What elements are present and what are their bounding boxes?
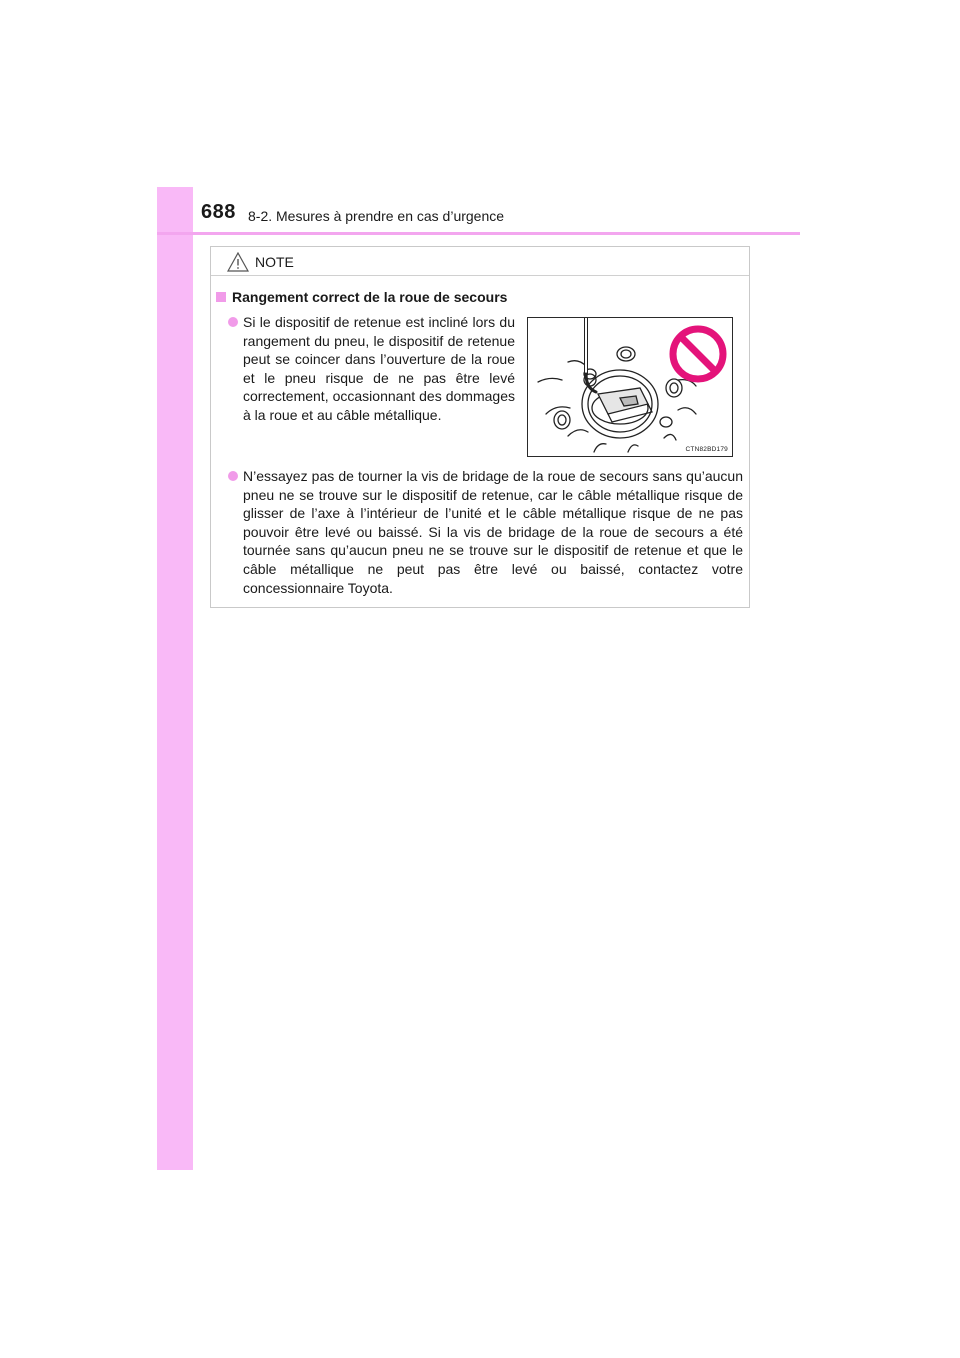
header-rule [157, 232, 800, 235]
warning-triangle-icon [227, 252, 249, 272]
spare-tire-illustration [527, 317, 733, 457]
round-bullet-icon [228, 317, 238, 327]
figure-code: CTN82BD179 [685, 446, 728, 453]
note-header [211, 247, 749, 276]
bullet-text-2: N’essayez pas de tourner la vis de bridage de la roue de secours sans qu’aucun pneu ne se trouve sur le dispositif de retenue, car le câble métallique risque de glisser de l’axe à l’intérieur de l’unité et le câble métallique risque de ne pas pouvoir être levé ou baissé. Si la vis de bridage de la roue de secours a été tournée sans qu’aucun pneu ne se trouve sur le dispositif de retenue et que le câble métallique ne peut pas être levé ou baissé, contactez votre concessionnaire Toyota. [243, 468, 743, 596]
page-number: 688 [201, 201, 236, 223]
subheading [216, 289, 507, 305]
section-title: 8-2. Mesures à prendre en cas d’urgence [248, 208, 505, 224]
round-bullet-icon [228, 471, 238, 481]
side-color-strip [157, 187, 193, 1170]
square-bullet-icon [216, 292, 226, 302]
note-box [210, 246, 750, 608]
bullet-text-1: Si le dispositif de retenue est incliné lors du rangement du pneu, le dispositif de retenue peut se coincer dans l’ouverture de la roue et le pneu risque de ne pas être levé correctement, occasionnant des dommages à la roue et au câble métallique. [243, 314, 515, 423]
prohibition-sign-icon [673, 329, 723, 379]
subheading-text: Rangement correct de la roue de secours [232, 289, 508, 305]
wheel-drawing [528, 318, 732, 456]
note-label: NOTE [255, 254, 294, 270]
